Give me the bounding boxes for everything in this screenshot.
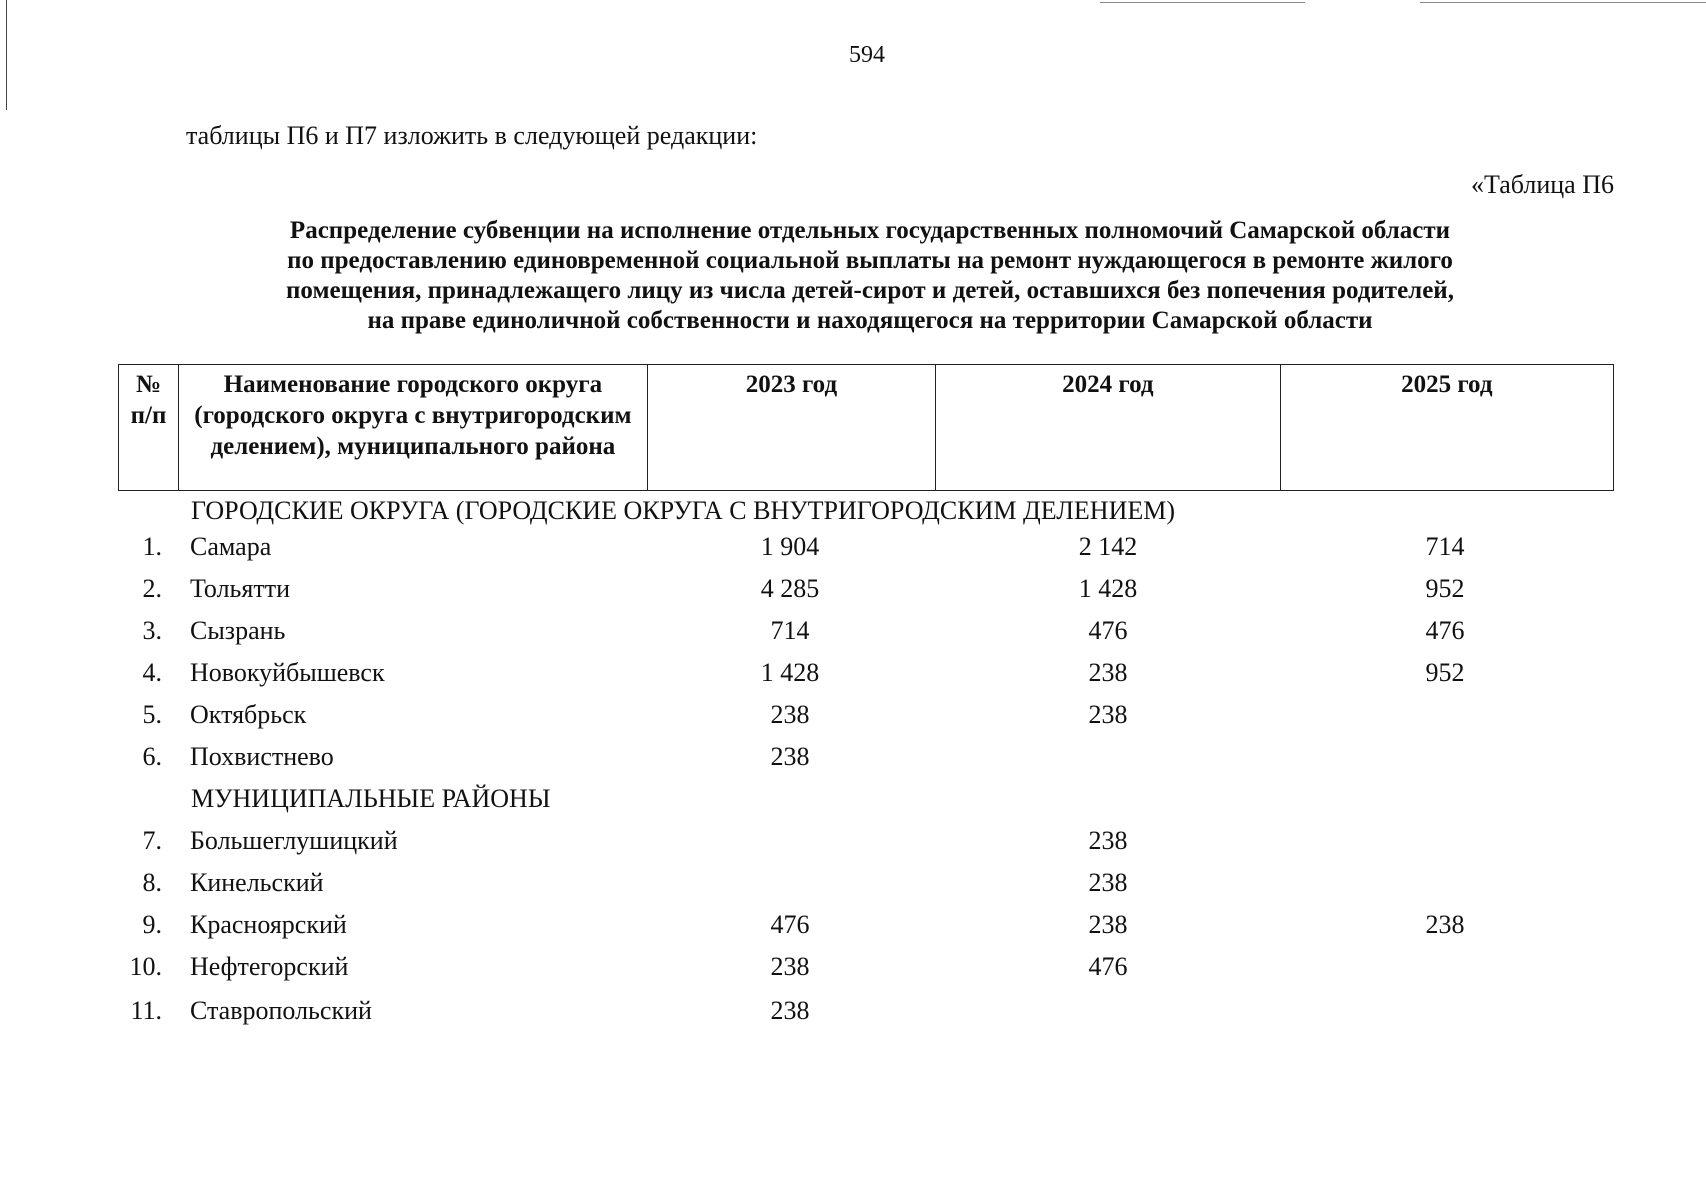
row-name: Новокуйбышевск <box>190 658 385 687</box>
row-value-2024: 1 428 <box>1078 574 1138 603</box>
row-name: Красноярский <box>190 910 347 939</box>
row-value-2023: 714 <box>770 616 810 645</box>
row-num: 8. <box>142 868 162 897</box>
row-value-2023: 238 <box>770 996 810 1025</box>
header-year-2024: 2024 год <box>936 365 1280 491</box>
table-row <box>0 996 1706 1032</box>
row-value-2024: 238 <box>1088 826 1128 855</box>
row-value-2024: 238 <box>1088 910 1128 939</box>
row-num: 4. <box>142 658 162 687</box>
table-row <box>0 616 1706 652</box>
table-row <box>0 826 1706 862</box>
row-name: Ставропольский <box>190 996 372 1025</box>
row-value-2024: 238 <box>1088 700 1128 729</box>
intro-text: таблицы П6 и П7 изложить в следующей редакции: <box>186 121 758 150</box>
row-value-2023: 4 285 <box>760 574 820 603</box>
row-value-2024: 238 <box>1088 868 1128 897</box>
row-num: 9. <box>142 910 162 939</box>
row-value-2025: 238 <box>1425 910 1465 939</box>
row-name: Тольятти <box>190 574 291 603</box>
row-value-2025: 952 <box>1425 658 1465 687</box>
row-value-2025: 714 <box>1425 532 1465 561</box>
row-value-2023: 1 904 <box>760 532 820 561</box>
table-label: «Таблица П6 <box>1471 170 1614 199</box>
table-row <box>0 532 1706 568</box>
row-num: 3. <box>142 616 162 645</box>
row-name: Сызрань <box>190 616 286 645</box>
scan-edge-line <box>1100 2 1305 3</box>
title-line: помещения, принадлежащего лицу из числа детей-сирот и детей, оставшихся без попечения родителей, <box>286 277 1454 304</box>
row-num: 10. <box>129 952 162 981</box>
row-num: 6. <box>142 742 162 771</box>
table-row <box>0 742 1706 778</box>
row-value-2025: 476 <box>1425 616 1465 645</box>
row-name: Похвистнево <box>190 742 334 771</box>
row-value-2023: 238 <box>770 952 810 981</box>
page-number: 594 <box>849 42 885 68</box>
table-row <box>0 574 1706 610</box>
row-value-2024: 476 <box>1088 616 1128 645</box>
table-title <box>200 216 1540 336</box>
header-year-2023: 2023 год <box>647 365 935 491</box>
row-value-2023: 238 <box>770 742 810 771</box>
header-name: Наименование городского округа (городского округа с внутригородским делением), муниципального района <box>179 365 648 491</box>
row-num: 2. <box>142 574 162 603</box>
title-line: по предоставлению единовременной социальной выплаты на ремонт нуждающегося в ремонте жилого <box>287 247 1453 274</box>
section-title-municipal-districts: МУНИЦИПАЛЬНЫЕ РАЙОНЫ <box>191 784 551 813</box>
header-num: № п/п <box>119 365 179 491</box>
table-row <box>0 700 1706 736</box>
row-name: Кинельский <box>190 868 324 897</box>
table-row <box>0 910 1706 946</box>
table-row <box>0 868 1706 904</box>
row-num: 7. <box>142 826 162 855</box>
row-name: Самара <box>190 532 272 561</box>
row-value-2024: 476 <box>1088 952 1128 981</box>
row-value-2025: 952 <box>1425 574 1465 603</box>
title-line: на праве единоличной собственности и находящегося на территории Самарской области <box>367 307 1373 334</box>
table-row <box>0 658 1706 694</box>
row-value-2023: 476 <box>770 910 810 939</box>
row-value-2024: 2 142 <box>1078 532 1138 561</box>
scan-edge-line <box>1420 2 1706 3</box>
row-num: 5. <box>142 700 162 729</box>
row-num: 1. <box>142 532 162 561</box>
row-value-2023: 1 428 <box>760 658 820 687</box>
title-line: Распределение субвенции на исполнение отдельных государственных полномочий Самарской области <box>289 217 1451 244</box>
header-year-2025: 2025 год <box>1280 365 1613 491</box>
row-name: Большеглушицкий <box>190 826 398 855</box>
row-name: Нефтегорский <box>190 952 349 981</box>
table-header <box>118 364 1614 491</box>
row-value-2024: 238 <box>1088 658 1128 687</box>
row-num: 11. <box>130 996 162 1025</box>
section-title-city-districts: ГОРОДСКИЕ ОКРУГА (ГОРОДСКИЕ ОКРУГА С ВНУТРИГОРОДСКИМ ДЕЛЕНИЕМ) <box>191 496 1176 525</box>
row-name: Октябрьск <box>190 700 307 729</box>
row-value-2023: 238 <box>770 700 810 729</box>
table-row <box>0 952 1706 988</box>
